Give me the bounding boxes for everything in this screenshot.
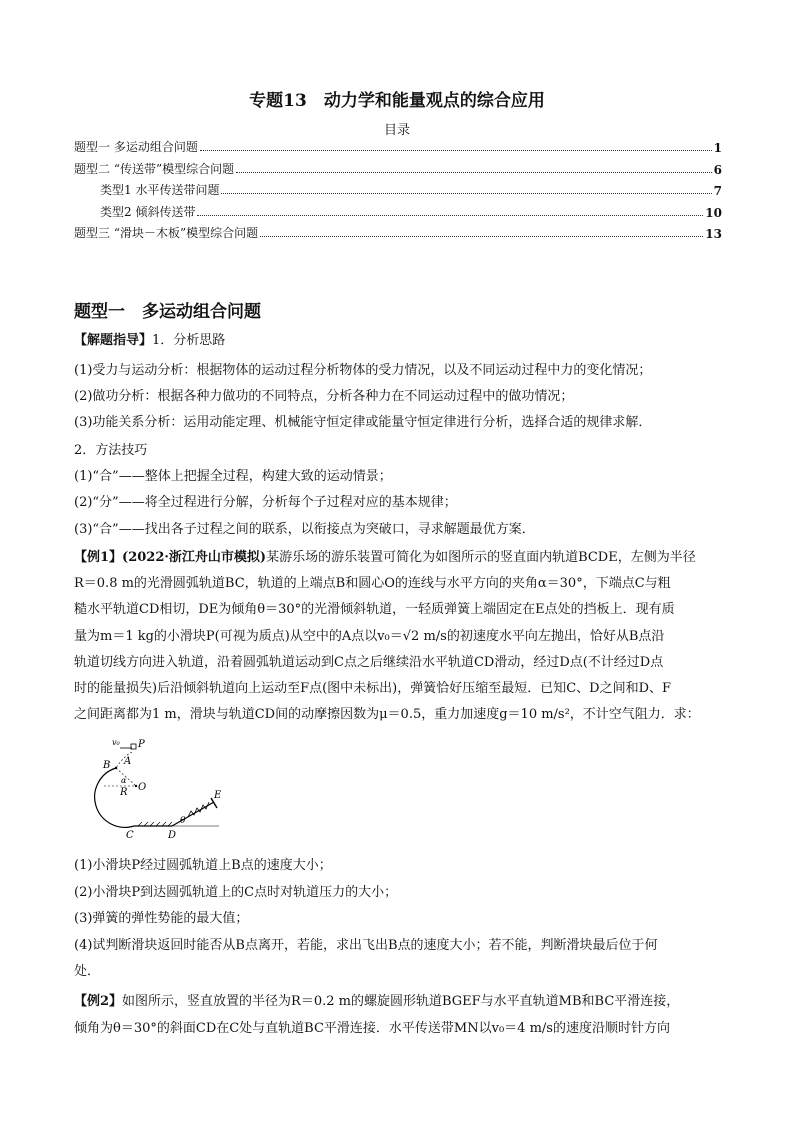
example1-line: R＝0.8 m的光滑圆弧轨道BC，轨道的上端点B和圆心O的连线与水平方向的夹角α＝30°，下端点C与粗: [74, 576, 671, 591]
toc-item[interactable]: [74, 223, 722, 241]
paragraph: (2)“分”——将全过程进行分解，分析每个子过程对应的基本规律；: [74, 495, 457, 510]
toc-heading: 目录: [383, 123, 410, 138]
question: (1)小滑块P经过圆弧轨道上B点的速度大小；: [74, 858, 332, 873]
example1-line: 时的能量损失)后沿倾斜轨道向上运动至F点(图中未标出)，弹簧恰好压缩至最短．已知C、D之间和D、F: [74, 681, 672, 696]
label-A: A: [124, 756, 132, 767]
label-O: O: [138, 782, 147, 793]
toc-item[interactable]: [74, 137, 722, 155]
example-tag: 【例1】: [74, 550, 123, 565]
paragraph: 2．方法技巧: [74, 443, 148, 458]
example2-line: [74, 992, 722, 1012]
point-b: [115, 767, 117, 769]
toc-item-label: 类型1 水平传送带问题: [100, 183, 220, 197]
label-E: E: [214, 790, 222, 801]
example1-line: 之间距离都为1 m，滑块与轨道CD间的动摩擦因数为μ＝0.5，重力加速度g＝10 m/s²，不计空气阻力．求：: [74, 707, 700, 722]
example1-line: 量为m＝1 kg的小滑块P(可视为质点)从空中的A点以v₀＝√2 m/s的初速度水平向左抛出，恰好从B点沿: [74, 629, 665, 644]
toc-leader: [200, 150, 712, 151]
question: (2)小滑块P到达圆弧轨道上的C点时对轨道压力的大小；: [74, 885, 398, 900]
label-D: D: [168, 830, 177, 841]
example-tag: 【例2】: [74, 994, 123, 1009]
example1-line: 轨道切线方向进入轨道，沿着圆弧轨道运动到C点之后继续沿水平轨道CD滑动，经过D点(不计经过D点: [74, 655, 664, 670]
toc-item[interactable]: [100, 180, 722, 198]
guide-tag: 【解题指导】: [74, 333, 153, 348]
paragraph: (1)受力与运动分析：根据物体的运动过程分析物体的受力情况，以及不同运动过程中力的变化情况；: [74, 363, 652, 378]
circular-track: [95, 768, 134, 827]
example-source: (2022·浙江舟山市模拟): [122, 550, 267, 565]
toc-leader: [221, 193, 711, 194]
toc-item[interactable]: [74, 159, 722, 177]
toc-item-page: 10: [705, 206, 722, 220]
toc-item-page: 6: [713, 163, 722, 177]
label-alpha: α: [121, 776, 127, 785]
paragraph: (3)功能关系分析：运用动能定理、机械能守恒定律或能量守恒定律进行分析，选择合适的规律求解．: [74, 415, 652, 430]
example2-line: 倾角为θ＝30°的斜面CD在C处与直轨道BC平滑连接．水平传送带MN以v₀＝4 m/s的速度沿顺时针方向: [74, 1021, 670, 1036]
section-title: 题型一 多运动组合问题: [74, 302, 261, 322]
toc-item-page: 13: [705, 227, 722, 241]
toc-item-page: 7: [713, 184, 722, 198]
paragraph: (3)“合”——找出各子过程之间的联系，以衔接点为突破口，寻求解题最优方案．: [74, 522, 535, 537]
toc-leader: [236, 172, 712, 173]
toc-item-page: 1: [713, 141, 722, 155]
example1-line: [74, 548, 722, 568]
guide-text: 1．分析思路: [152, 333, 226, 348]
label-C: C: [126, 830, 134, 841]
track-diagram: [84, 738, 224, 850]
paragraph: (2)做功分析：根据各种力做功的不同特点，分析各种力在不同运动过程中的做功情况；: [74, 389, 574, 404]
label-P: P: [138, 739, 145, 750]
toc-item-label: 题型一 多运动组合问题: [74, 140, 198, 154]
page-title: 专题13 动力学和能量观点的综合应用: [249, 91, 545, 111]
label-theta: θ: [180, 816, 186, 826]
question: 处．: [74, 964, 101, 979]
example-text: 某游乐场的游乐装置可简化为如图所示的竖直面内轨道BCDE，左侧为半径: [266, 550, 696, 565]
example1-line: 糙水平轨道CD相切，DE为倾角θ＝30°的光滑倾斜轨道，一轻质弹簧上端固定在E点处的挡板上．现有质: [74, 602, 675, 617]
center-point: [135, 785, 137, 787]
question: (3)弹簧的弹性势能的最大值；: [74, 911, 249, 926]
guide-line: [74, 331, 722, 351]
question: (4)试判断滑块返回时能否从B点离开，若能，求出飞出B点的速度大小；若不能，判断滑块最后位于何: [74, 938, 658, 953]
paragraph: (1)“合”——整体上把握全过程，构建大致的运动情景；: [74, 469, 392, 484]
label-R: R: [120, 787, 128, 798]
toc-item-label: 题型三 “滑块－木板”模型综合问题: [74, 226, 259, 240]
label-v0: v₀: [112, 738, 120, 747]
toc-leader: [260, 236, 703, 237]
toc-item-label: 题型二 “传送带”模型综合问题: [74, 162, 235, 176]
toc-item[interactable]: [100, 202, 722, 220]
toc-item-label: 类型2 倾斜传送带: [100, 205, 196, 219]
label-B: B: [103, 760, 111, 771]
toc-leader: [197, 215, 703, 216]
example-text: 如图所示，竖直放置的半径为R＝0.2 m的螺旋圆形轨道BGEF与水平直轨道MB和BC平滑连接，: [122, 994, 680, 1009]
